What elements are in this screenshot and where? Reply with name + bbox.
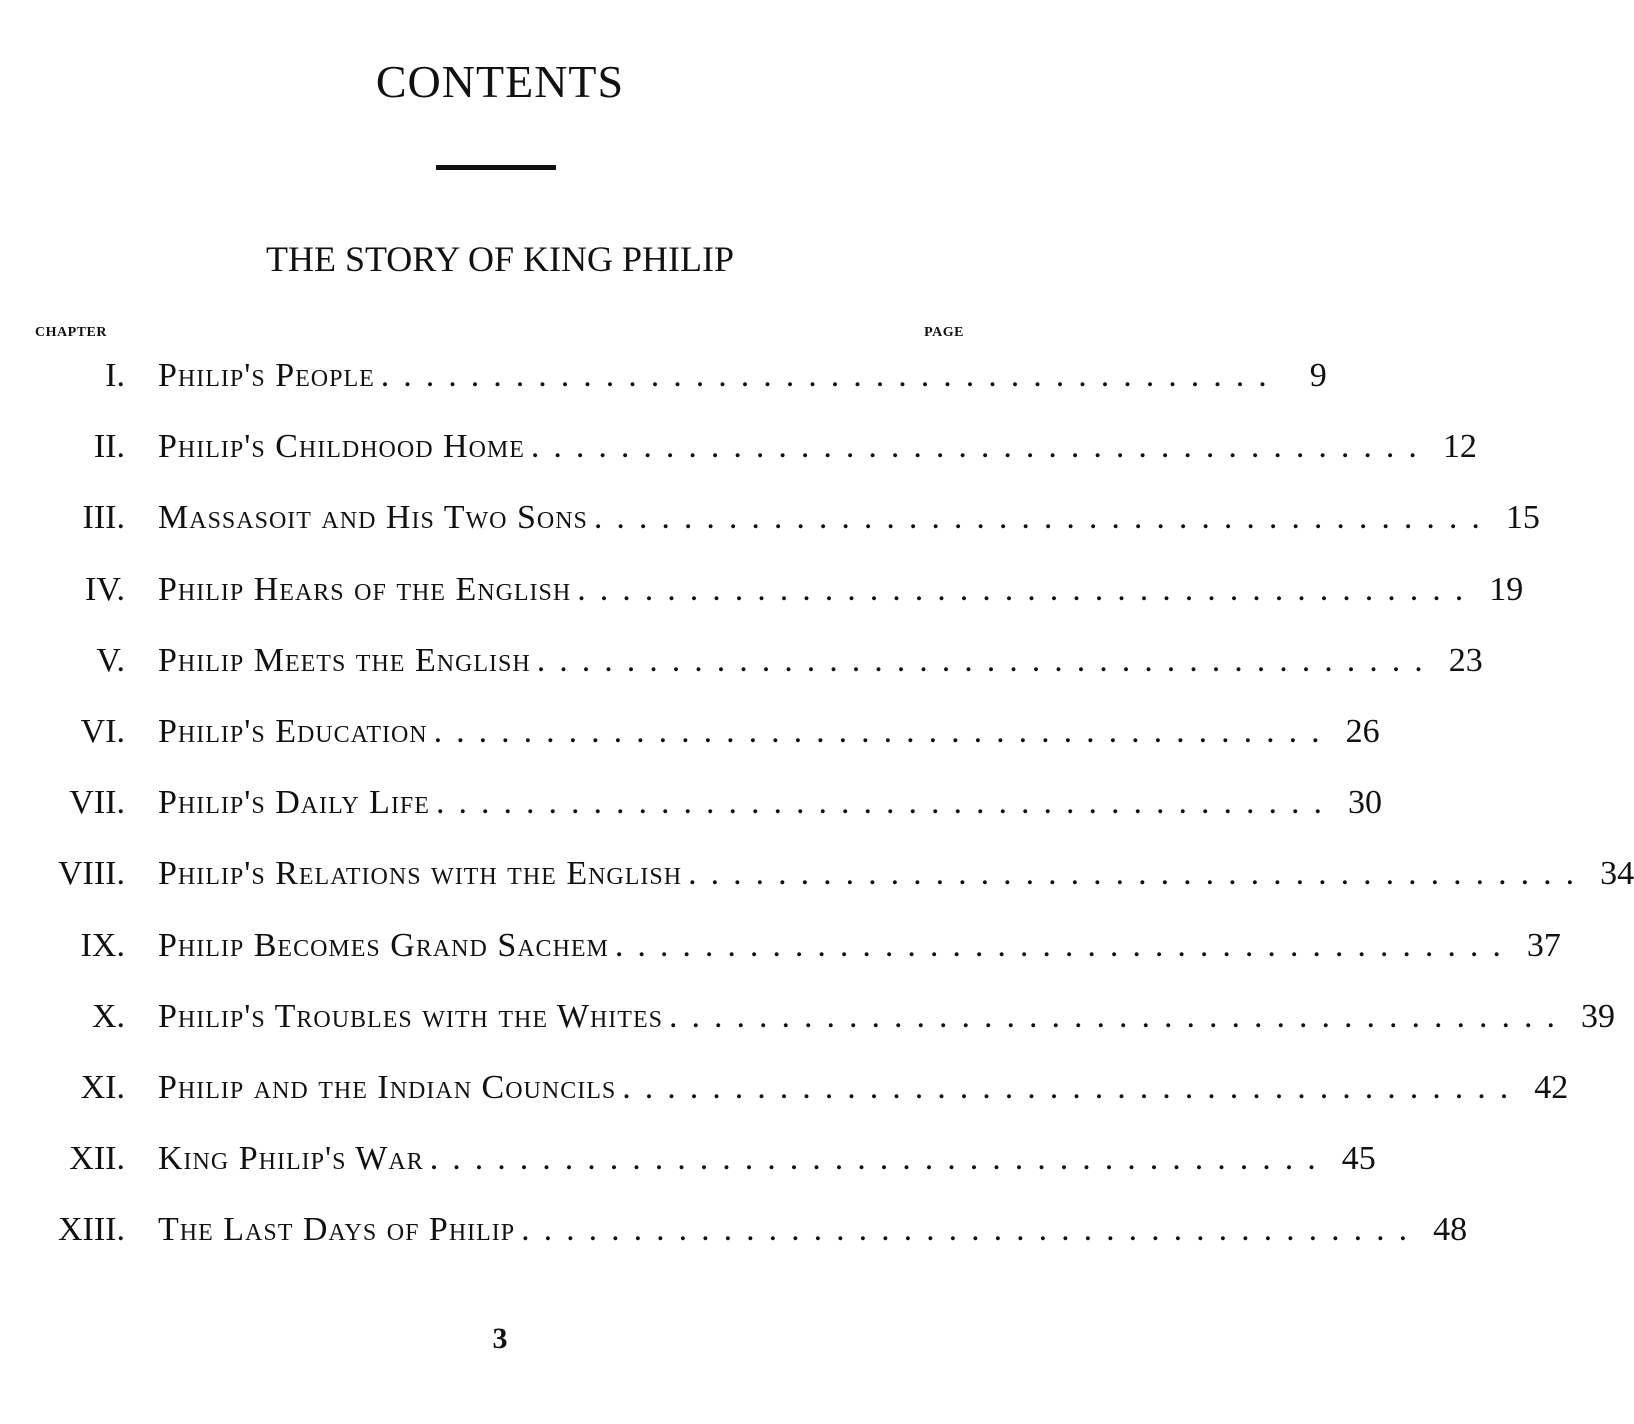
page-number: 3	[492, 1322, 508, 1355]
dot-leader: ........................................	[380, 357, 1281, 394]
dot-leader: ........................................	[530, 428, 1431, 466]
chapter-page[interactable]: 37	[1526, 926, 1561, 964]
dot-leader: ........................................	[429, 1140, 1330, 1178]
chapter-numeral: VIII.	[57, 855, 125, 893]
toc-row[interactable]	[0, 345, 1327, 416]
page-column-header: PAGE	[924, 325, 964, 340]
chapter-page[interactable]: 39	[1580, 997, 1615, 1035]
chapter-title[interactable]: The Last Days of Philip	[158, 1211, 516, 1249]
toc-row[interactable]	[0, 843, 1634, 914]
chapter-title[interactable]: Philip Hears of the English	[158, 570, 572, 608]
chapter-title[interactable]: Philip Meets the English	[158, 641, 531, 679]
chapter-numeral: I.	[105, 357, 125, 394]
chapter-title[interactable]: Philip's People	[158, 357, 375, 394]
table-of-contents	[0, 345, 1634, 1270]
chapter-numeral: VI.	[80, 712, 125, 750]
dot-leader: ........................................	[577, 570, 1478, 608]
dot-leader: ........................................	[668, 997, 1569, 1035]
dot-leader: ........................................	[433, 712, 1334, 750]
chapter-page[interactable]: 48	[1433, 1211, 1468, 1249]
chapter-numeral: VII.	[69, 784, 125, 822]
heading-rule	[436, 165, 556, 170]
toc-row[interactable]	[0, 416, 1477, 487]
chapter-page[interactable]: 9	[1309, 357, 1327, 394]
chapter-title[interactable]: Philip's Daily Life	[158, 784, 430, 822]
dot-leader: ........................................	[622, 1068, 1523, 1106]
dot-leader: ........................................	[536, 641, 1437, 679]
dot-leader: ........................................	[593, 499, 1494, 537]
chapter-page[interactable]: 30	[1347, 784, 1382, 822]
toc-row[interactable]	[0, 1128, 1376, 1199]
dot-leader: ........................................	[688, 855, 1589, 893]
chapter-numeral: III.	[82, 499, 125, 537]
chapter-numeral: IX.	[80, 926, 125, 964]
toc-row[interactable]	[0, 487, 1540, 558]
chapter-column-header: CHAPTER	[35, 325, 107, 340]
chapter-page[interactable]: 45	[1341, 1140, 1376, 1178]
chapter-page[interactable]: 23	[1448, 641, 1483, 679]
chapter-numeral: IV.	[85, 570, 125, 608]
chapter-numeral: X.	[91, 997, 125, 1035]
toc-row[interactable]	[0, 701, 1380, 772]
chapter-numeral: V.	[96, 641, 125, 679]
chapter-numeral: XII.	[69, 1140, 125, 1178]
dot-leader: ........................................	[614, 926, 1515, 964]
chapter-title[interactable]: Philip's Relations with the English	[158, 855, 683, 893]
chapter-page[interactable]: 12	[1442, 428, 1477, 466]
chapter-title[interactable]: Philip and the Indian Councils	[158, 1068, 617, 1106]
chapter-page[interactable]: 34	[1600, 855, 1634, 893]
chapter-page[interactable]: 42	[1534, 1068, 1569, 1106]
chapter-numeral: II.	[93, 428, 125, 466]
toc-row[interactable]	[0, 772, 1382, 843]
chapter-title[interactable]: Philip's Troubles with the Whites	[158, 997, 663, 1035]
toc-row[interactable]	[0, 1057, 1569, 1128]
toc-row[interactable]	[0, 986, 1615, 1057]
chapter-title[interactable]: Philip's Childhood Home	[158, 428, 525, 466]
chapter-title[interactable]: Philip's Education	[158, 712, 428, 750]
chapter-title[interactable]: Philip Becomes Grand Sachem	[158, 926, 609, 964]
chapter-numeral: XI.	[80, 1068, 125, 1106]
chapter-numeral: XIII.	[57, 1211, 125, 1249]
chapter-title[interactable]: King Philip's War	[158, 1140, 424, 1178]
toc-row[interactable]	[0, 915, 1561, 986]
dot-leader: ........................................	[435, 784, 1336, 822]
toc-row[interactable]	[0, 559, 1524, 630]
book-subtitle: THE STORY OF KING PHILIP	[265, 239, 735, 279]
contents-heading: CONTENTS	[375, 56, 625, 107]
toc-row[interactable]	[0, 1199, 1468, 1270]
chapter-page[interactable]: 19	[1489, 570, 1524, 608]
toc-row[interactable]	[0, 630, 1483, 701]
chapter-title[interactable]: Massasoit and His Two Sons	[158, 499, 588, 537]
dot-leader: ........................................	[521, 1211, 1422, 1249]
chapter-page[interactable]: 26	[1345, 712, 1380, 750]
chapter-page[interactable]: 15	[1505, 499, 1540, 537]
